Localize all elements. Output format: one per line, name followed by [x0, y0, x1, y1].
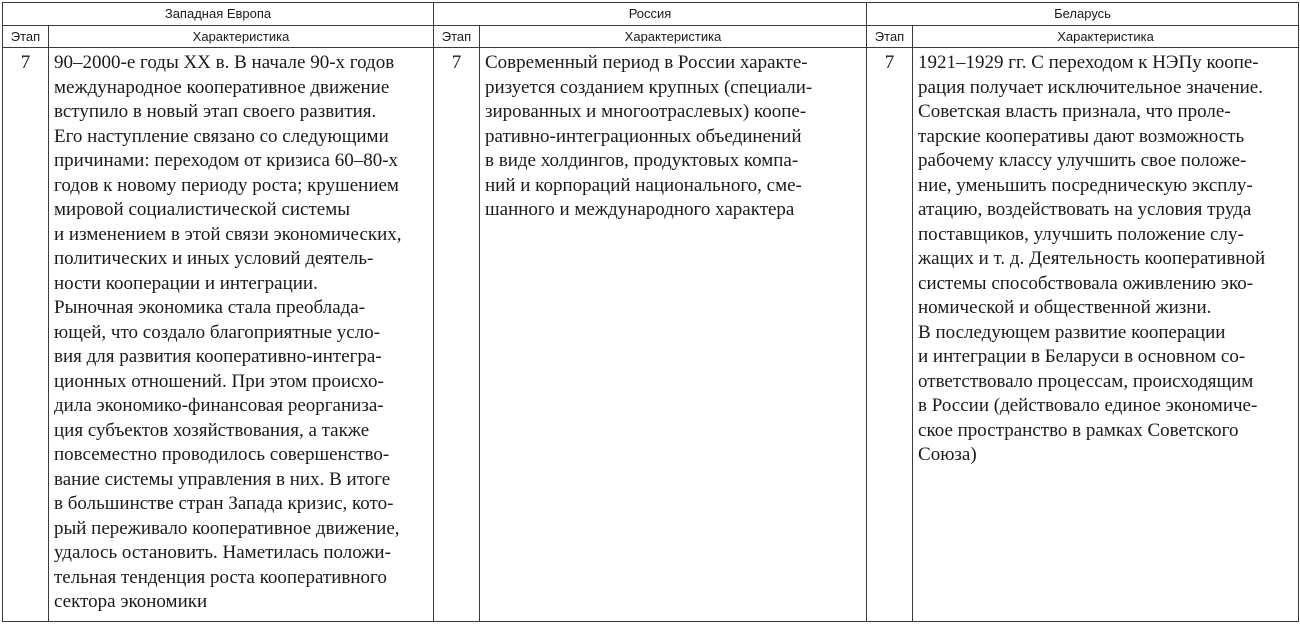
comparison-table: [2, 2, 1299, 622]
characteristic-cell-belarus: [913, 48, 1299, 622]
characteristic-cell-russia: [480, 48, 867, 622]
column-header-row: [3, 26, 1299, 48]
stage-number-western-europe: 7: [3, 48, 49, 622]
stage-number-russia: 7: [434, 48, 480, 622]
table-row: [3, 48, 1299, 622]
stage-header-belarus: Этап: [867, 26, 913, 48]
stage-header-western-europe: Этап: [3, 26, 49, 48]
characteristic-text-russia: Современный период в России характе- ризуется созданием крупных (специали- зированных и многоотраслевых) коопе- ративно-интеграционных объединений в виде холдингов, продуктовых компа- ний и корпораций национального, сме- шанного и международного характера: [485, 52, 813, 220]
region-header-russia: Россия: [434, 3, 867, 26]
characteristic-header-belarus: Характеристика: [913, 26, 1299, 48]
region-header-belarus: Беларусь: [867, 3, 1299, 26]
region-header-western-europe: Западная Европа: [3, 3, 434, 26]
characteristic-header-western-europe: Характеристика: [49, 26, 434, 48]
characteristic-cell-western-europe: [49, 48, 434, 622]
characteristic-text-western-europe: 90–2000-е годы XX в. В начале 90-х годов международное кооперативное движение вступило в новый этап своего развития. Его наступление связано со следующими причинами: переходом от кризиса 60–80-х годов к новому периоду роста; крушением мировой социалистической системы и изменением в этой связи экономических, политических и иных условий деятель- ности кооперации и интеграции. Рыночная экономика стала преоблада- ющей, что создало благоприятные усло- вия для развития кооперативно-интегра- ционных отношений. При этом происхо- дила экономико-финансовая реорганиза- ция субъектов хозяйствования, а также повсеместно проводилось совершенство- вание системы управления в них. В итоге в большинстве стран Запада кризис, кото- рый переживало кооперативное движение, удалось остановить. Наметилась положи- тельная тенденция роста кооперативного сектора экономики: [54, 52, 402, 612]
region-header-row: [3, 3, 1299, 26]
stage-number-belarus: 7: [867, 48, 913, 622]
stage-header-russia: Этап: [434, 26, 480, 48]
characteristic-text-belarus: 1921–1929 гг. С переходом к НЭПу коопе- рация получает исключительное значение. Советская власть признала, что проле- тарские кооперативы дают возможность рабочему классу улучшить свое положе- ние, уменьшить посредническую эксплу- атацию, воздействовать на условия труда поставщиков, улучшить положение слу- жащих и т. д. Деятельность кооперативной системы способствовала оживлению эко- номической и общественной жизни. В последующем развитие кооперации и интеграции в Беларуси в основном со- ответствовало процессам, происходящим в России (действовало единое экономиче- ское пространство в рамках Советского Союза): [918, 52, 1266, 465]
characteristic-header-russia: Характеристика: [480, 26, 867, 48]
